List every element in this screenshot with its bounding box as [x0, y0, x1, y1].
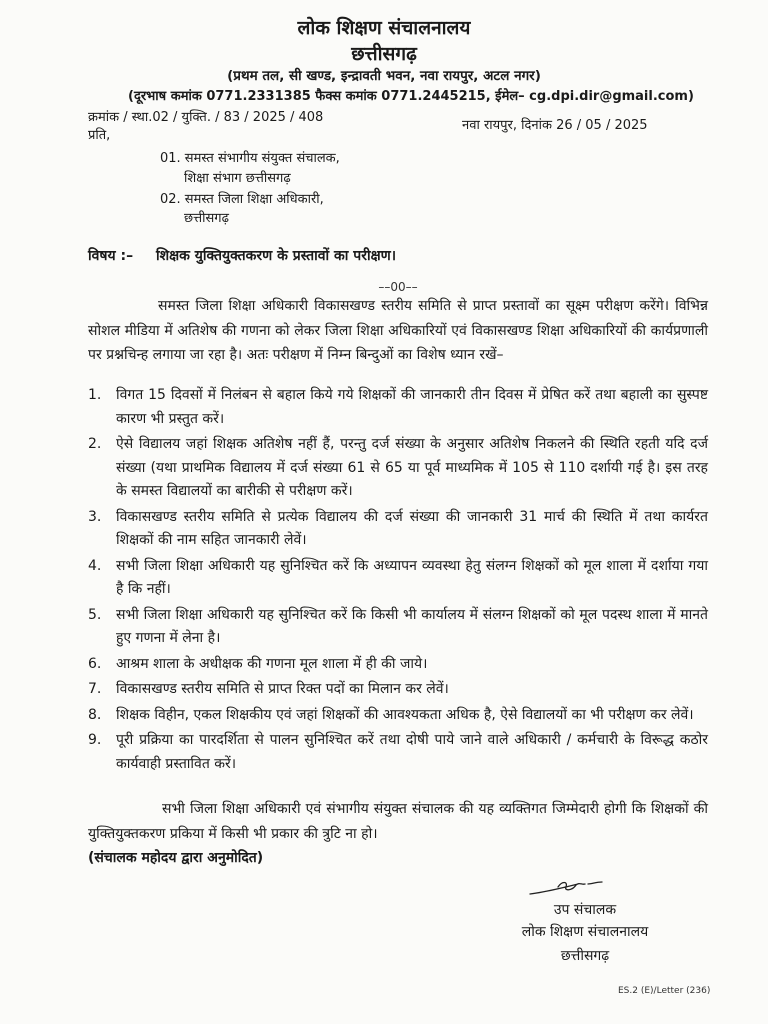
signatory-state: छत्तीसगढ़	[560, 948, 610, 964]
item-number: 7.	[88, 681, 102, 697]
list-item	[88, 555, 708, 602]
item-text: विकासखण्ड स्तरीय समिति से प्राप्त रिक्त पदों का मिलान कर लेवें।	[116, 681, 449, 697]
list-item	[88, 433, 708, 504]
item-text: आश्रम शाला के अधीक्षक की गणना मूल शाला में ही की जाये।	[116, 655, 428, 672]
item-number: 4.	[88, 557, 102, 574]
signature	[528, 876, 608, 898]
recipient-line: छत्तीसगढ़	[184, 211, 229, 226]
approval-note: (संचालक महोदय द्वारा अनुमोदित)	[88, 850, 264, 866]
list-item	[88, 506, 708, 553]
reference-number: क्रमांक / स्था.02 / युक्ति. / 83 / 2025 / 408	[88, 110, 324, 125]
item-number: 6.	[88, 655, 102, 672]
subject-label: विषय :–	[88, 248, 134, 264]
item-text: सभी जिला शिक्षा अधिकारी यह सुनिश्चित करें कि किसी भी कार्यालय में संलग्न शिक्षकों को मूल पदस्थ शाला में मानते हुए गणना में लेना है।	[116, 606, 708, 646]
item-text: सभी जिला शिक्षा अधिकारी यह सुनिश्चित करें कि अध्यापन व्यवस्था हेतु संलग्न शिक्षकों को मूल शाला में दर्शाया गया है कि नहीं।	[116, 557, 708, 597]
recipient-line: शिक्षा संभाग छत्तीसगढ़	[184, 171, 291, 186]
list-item	[88, 653, 708, 677]
list-item	[88, 704, 708, 728]
item-text: विगत 15 दिवसों में निलंबन से बहाल किये गये शिक्षकों की जानकारी तीन दिवस में प्रेषित करें तथा बहाली का सुस्पष्ट कारण भी प्रस्तुत करें।	[116, 387, 708, 427]
item-number: 8.	[88, 706, 102, 723]
office-state: छत्तीसगढ़	[351, 43, 417, 65]
item-number: 3.	[88, 508, 102, 525]
signatory-designation: उप संचालक	[553, 902, 617, 918]
office-title: लोक शिक्षण संचालनालय	[297, 17, 471, 39]
recipient-prefix: प्रति,	[88, 128, 111, 143]
office-address: (प्रथम तल, सी खण्ड, इन्द्रावती भवन, नवा रायपुर, अटल नगर)	[227, 68, 541, 84]
signatory-office: लोक शिक्षण संचालनालय	[521, 924, 649, 940]
instruction-list	[88, 384, 708, 778]
subject-text: शिक्षक युक्तियुक्तकरण के प्रस्तावों का परीक्षण।	[156, 248, 397, 264]
item-text: ऐसे विद्यालय जहां शिक्षक अतिशेष नहीं हैं, परन्तु दर्ज संख्या के अनुसार अतिशेष निकलने की स्थिति रहती यदि दर्ज संख्या (यथा प्राथमिक विद्यालय में दर्ज संख्या 61 से 65 या पूर्व माध्यमिक में 105 से 110 दर्शायी गई है। इस तरह के समस्त विद्यालयों का बारीकी से परीक्षण करें।	[116, 436, 708, 499]
subject-line	[88, 246, 396, 265]
place-date: नवा रायपुर, दिनांक 26 / 05 / 2025	[462, 118, 648, 133]
recipient-line: 02. समस्त जिला शिक्षा अधिकारी,	[160, 192, 324, 207]
item-text: शिक्षक विहीन, एकल शिक्षकीय एवं जहां शिक्षकों की आवश्यकता अधिक है, ऐसे विद्यालयों का भी परीक्षण कर लेवें।	[116, 706, 694, 723]
recipient-line: 01. समस्त संभागीय संयुक्त संचालक,	[160, 151, 340, 166]
item-number: 1.	[88, 387, 102, 403]
list-item	[88, 384, 708, 431]
separator: ––00––	[378, 280, 418, 294]
item-number: 5.	[88, 606, 102, 623]
list-item	[88, 729, 708, 776]
closing-paragraph: सभी जिला शिक्षा अधिकारी एवं संभागीय संयुक्त संचालक की यह व्यक्तिगत जिम्मेदारी होगी कि शिक्षकों की युक्तियुक्तकरण प्रकिया में किसी भी प्रकार की त्रुटि ना हो।	[88, 801, 708, 842]
item-number: 9.	[88, 732, 102, 748]
form-code: ES.2 (E)/Letter (236)	[618, 986, 711, 996]
office-contact: (दूरभाष कमांक 0771.2331385 फैक्स कमांक 0771.2445215, ईमेल– cg.dpi.dir@gmail.com)	[128, 89, 694, 104]
intro-paragraph: समस्त जिला शिक्षा अधिकारी विकासखण्ड स्तरीय समिति से प्राप्त प्रस्तावों का सूक्ष्म परीक्षण करेंगे। विभिन्न सोशल मीडिया में अतिशेष की गणना को लेकर जिला शिक्षा अधिकारियों एवं विकासखण्ड शिक्षा अधिकारियों की कार्यप्रणाली पर प्रश्नचिन्ह लगाया जा रहा है। अतः परीक्षण में निम्न बिन्दुओं का विशेष ध्यान रखें–	[88, 298, 708, 364]
item-number: 2.	[88, 436, 102, 452]
item-text: विकासखण्ड स्तरीय समिति से प्रत्येक विद्यालय की दर्ज संख्या की जानकारी 31 मार्च की स्थिति में तथा कार्यरत शिक्षकों की नाम सहित जानकारी लेवें।	[116, 508, 708, 548]
list-item	[88, 604, 708, 651]
list-item	[88, 678, 708, 702]
item-text: पूरी प्रक्रिया का पारदर्शिता से पालन सुनिश्चित करें तथा दोषी पाये जाने वाले अधिकारी / कर्मचारी के विरूद्ध कठोर कार्यवाही प्रस्तावित करें।	[116, 732, 708, 772]
